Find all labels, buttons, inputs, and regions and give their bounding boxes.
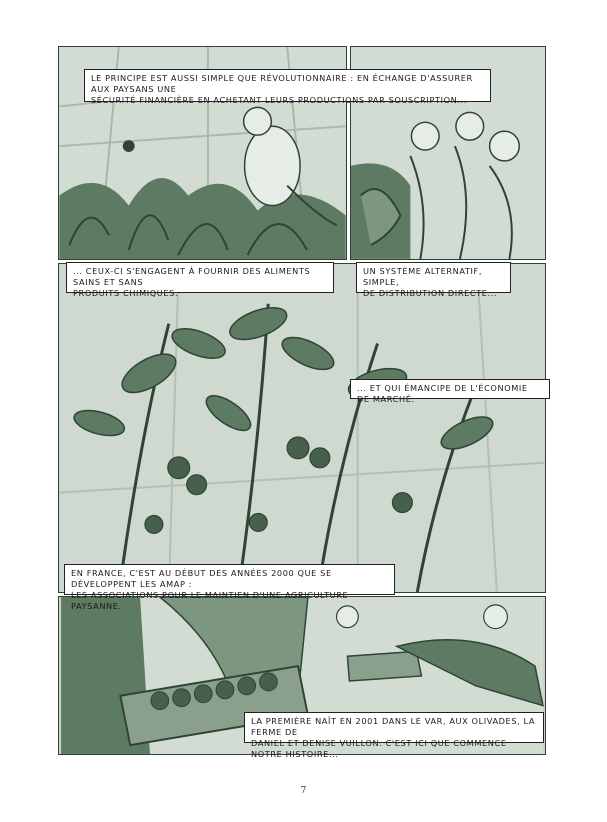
- caption-amap-france: EN FRANCE, C'EST AU DÉBUT DES ANNÉES 2000 QUE SE DÉVELOPPENT LES AMAP : LES ASSOCIATIONS POUR LE MAINTIEN D'UNE AGRICULTURE PAYSANNE.: [64, 564, 395, 595]
- illustration-tomatoes: [59, 264, 545, 592]
- caption-first-amap: LA PREMIÈRE NAÎT EN 2001 DANS LE VAR, AUX OLIVADES, LA FERME DE DANIEL ET DENISE VUILLON. C'EST ICI QUE COMMENCE NOTRE HISTOIRE...: [244, 712, 544, 743]
- page-number: 7: [300, 786, 307, 796]
- caption-alternative-system: UN SYSTÈME ALTERNATIF, SIMPLE, DE DISTRIBUTION DIRECTE...: [356, 262, 511, 293]
- caption-principle: LE PRINCIPE EST AUSSI SIMPLE QUE RÉVOLUTIONNAIRE : EN ÉCHANGE D'ASSURER AUX PAYSANS UNE SÉCURITÉ FINANCIÈRE EN ACHETANT LEURS PRODUCTIONS PAR SOUSCRIPTION...: [84, 69, 491, 102]
- caption-farmers-commit: ... CEUX-CI S'ENGAGENT À FOURNIR DES ALIMENTS SAINS ET SANS PRODUITS CHIMIQUES.: [66, 262, 334, 293]
- caption-market-economy: ... ET QUI ÉMANCIPE DE L'ÉCONOMIE DE MARCHÉ.: [350, 379, 550, 399]
- panel-tomato-plants: [58, 263, 546, 593]
